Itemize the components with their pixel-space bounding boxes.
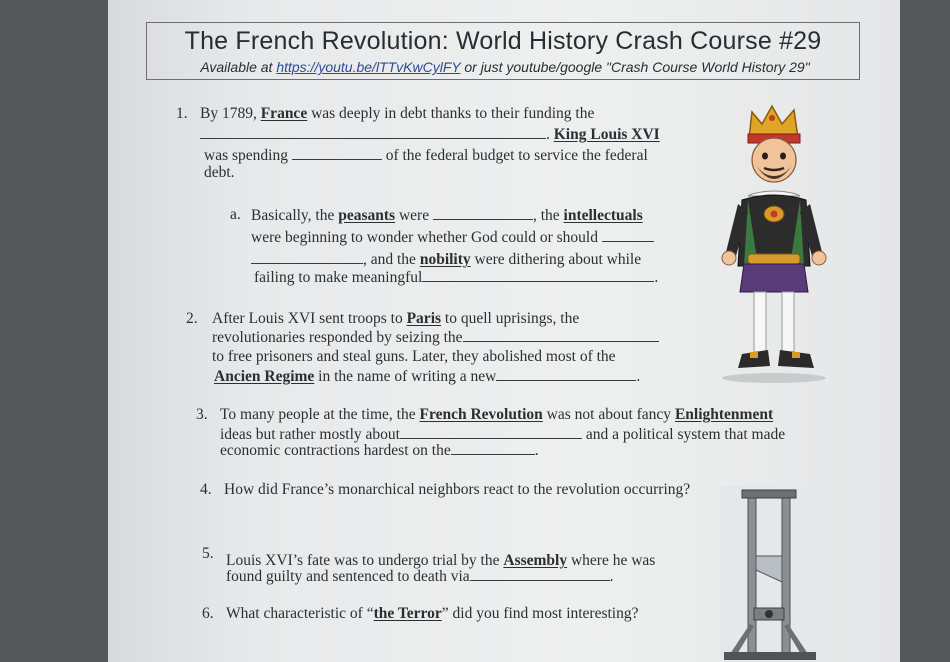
q1-number: 1. xyxy=(176,105,188,122)
q2-line2 xyxy=(212,328,659,347)
q2-text: in the name of writing a new xyxy=(314,368,497,385)
q3-fill-enlightenment: Enlightenment xyxy=(674,406,774,423)
page-title: The French Revolution: World History Crash Course #29 xyxy=(184,27,822,55)
q1-fill-king: King Louis XVI xyxy=(553,126,660,143)
q3-text: economic contractions hardest on the xyxy=(220,442,451,459)
q3-text: . xyxy=(534,442,539,459)
q5-text: where he was xyxy=(567,552,656,569)
video-link[interactable]: https://youtu.be/lTTvKwCylFY xyxy=(276,59,461,75)
q2-blank-new[interactable] xyxy=(496,367,636,381)
q1a-text: , and the xyxy=(363,251,420,268)
q1-line1 xyxy=(200,105,594,123)
q5-text: Louis XVI’s fate was to undergo trial by the xyxy=(226,552,504,569)
q1-text: was deeply in debt thanks to their funding the xyxy=(307,105,595,122)
q1a-text: . xyxy=(654,269,659,286)
q1a-text: Basically, the xyxy=(251,207,339,224)
worksheet-page xyxy=(108,0,900,662)
q1a-text: were beginning to wonder whether God could or should xyxy=(251,229,598,246)
q5-fill-assembly: Assembly xyxy=(503,552,568,569)
q1-blank-budget[interactable] xyxy=(292,146,382,160)
q1a-label: a. xyxy=(230,206,241,223)
q1a-line3 xyxy=(251,250,641,269)
q6-text: What characteristic of “ xyxy=(226,605,374,622)
q3-text: To many people at the time, the xyxy=(220,406,420,423)
q1-text: was spending xyxy=(204,147,292,164)
q1a-blank-god[interactable] xyxy=(602,228,654,242)
q1a-blank-peasants[interactable] xyxy=(433,206,533,220)
q2-text: After Louis XVI sent troops to xyxy=(212,310,407,327)
q3-line3 xyxy=(220,441,539,460)
q1a-line4 xyxy=(254,268,658,287)
q2-number: 2. xyxy=(186,310,198,327)
q1a-line2 xyxy=(251,228,654,247)
q1-blank-funding[interactable] xyxy=(200,125,546,139)
q1-fill-france: France xyxy=(260,105,308,122)
q1a-text: , the xyxy=(532,207,564,224)
q5-line2 xyxy=(226,567,614,586)
q2-text: to quell uprisings, the xyxy=(441,310,580,327)
q2-line3: to free prisoners and steal guns. Later, they abolished most of the xyxy=(212,348,616,365)
q1-text: of the federal budget to service the federal xyxy=(381,147,648,164)
q5-number: 5. xyxy=(202,545,214,562)
q2-fill-paris: Paris xyxy=(406,310,442,327)
q1a-text: were dithering about while xyxy=(470,251,642,268)
q1a-text: failing to make meaningful xyxy=(254,269,423,286)
q1a-fill-intellectuals: intellectuals xyxy=(563,207,643,224)
q1-line4: debt. xyxy=(204,164,235,181)
q3-blank-hardest[interactable] xyxy=(451,441,535,455)
source-suffix: or just youtube/google "Crash Course World History 29" xyxy=(460,59,810,75)
q2-fill-ancien-regime: Ancien Regime xyxy=(214,368,315,385)
q2-blank-seized[interactable] xyxy=(463,328,659,342)
q2-text: . xyxy=(636,368,641,385)
q2-line1 xyxy=(212,310,579,328)
king-illustration xyxy=(714,96,834,386)
q1-text: By 1789, xyxy=(200,105,261,122)
q3-text: was not about fancy xyxy=(542,406,675,423)
q6-question xyxy=(226,605,639,623)
q1-line2 xyxy=(200,125,660,144)
q6-number: 6. xyxy=(202,605,214,622)
q4-question: How did France’s monarchical neighbors react to the revolution occurring? xyxy=(224,481,691,498)
q3-text: ideas but rather mostly about xyxy=(220,426,400,443)
q3-blank-about[interactable] xyxy=(400,425,582,439)
guillotine-illustration xyxy=(720,486,820,662)
source-prefix: Available at xyxy=(200,59,277,75)
q5-text: . xyxy=(609,568,614,585)
q1a-blank-should[interactable] xyxy=(251,250,363,264)
title-box xyxy=(146,22,860,80)
q1a-line1 xyxy=(251,206,643,225)
q5-blank-death[interactable] xyxy=(470,567,610,581)
q1-text: . xyxy=(546,126,554,143)
q2-text: revolutionaries responded by seizing the xyxy=(212,329,463,346)
q1-line3 xyxy=(204,146,648,165)
q6-text: ” did you find most interesting? xyxy=(441,605,639,622)
q2-line4 xyxy=(214,367,640,386)
q1a-fill-nobility: nobility xyxy=(419,251,471,268)
q1a-fill-peasants: peasants xyxy=(338,207,396,224)
q4-number: 4. xyxy=(200,481,212,498)
q3-text: and a political system that made xyxy=(581,426,786,443)
q6-fill-the-terror: the Terror xyxy=(373,605,442,622)
q1a-blank-meaningful[interactable] xyxy=(422,268,654,282)
q3-fill-french-revolution: French Revolution xyxy=(419,406,543,423)
source-line xyxy=(157,59,853,75)
q3-line1 xyxy=(220,406,773,424)
q5-text: found guilty and sentenced to death via xyxy=(226,568,470,585)
q1a-text: were xyxy=(395,207,433,224)
q3-number: 3. xyxy=(196,406,208,423)
